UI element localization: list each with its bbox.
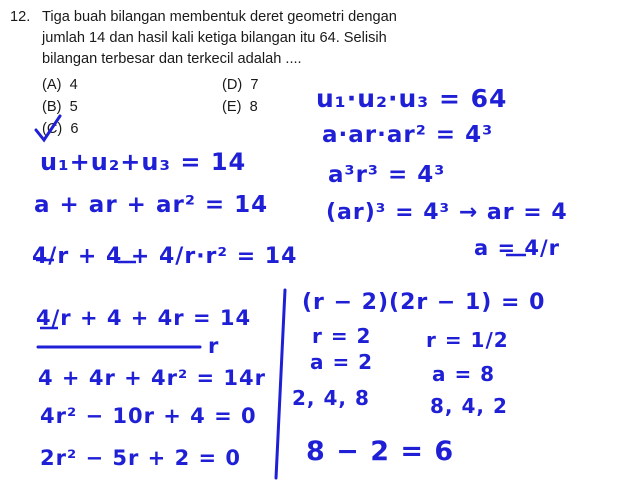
hw-factored: (r − 2)(2r − 1) = 0 xyxy=(302,290,546,315)
hw-simplified: 4/r + 4 + 4r = 14 xyxy=(36,306,252,330)
option-c-label: (C) xyxy=(42,121,63,137)
hw-ar-equals: (ar)³ = 4³ → ar = 4 xyxy=(326,200,568,225)
question-number: 12. xyxy=(10,9,31,25)
hw-a-in-r: a = 4/r xyxy=(474,236,561,260)
divider-line xyxy=(276,290,285,478)
question-line-2: jumlah 14 dan hasil kali ketiga bilangan itu 64. Selisih xyxy=(42,30,387,46)
hw-expanded: 4 + 4r + 4r² = 14r xyxy=(38,366,266,390)
hw-case2-a: a = 8 xyxy=(432,362,496,386)
hw-case1-a: a = 2 xyxy=(310,350,374,374)
hw-case2-seq: 8, 4, 2 xyxy=(430,394,508,418)
hw-sum-terms: u₁+u₂+u₃ = 14 xyxy=(40,148,247,176)
option-d-value: 7 xyxy=(250,77,259,93)
hw-multiply-r: r xyxy=(208,334,220,358)
hw-case1-seq: 2, 4, 8 xyxy=(292,386,370,410)
option-a-label: (A) xyxy=(42,77,62,93)
option-a-value: 4 xyxy=(69,77,78,93)
hw-quadratic: 4r² − 10r + 4 = 0 xyxy=(40,404,257,428)
hw-cubes: a³r³ = 4³ xyxy=(328,162,446,188)
hw-product-terms: u₁·u₂·u₃ = 64 xyxy=(316,84,508,113)
option-d-label: (D) xyxy=(222,77,243,93)
hw-sum-a-r: a + ar + ar² = 14 xyxy=(34,192,269,218)
hw-product-a-r: a·ar·ar² = 4³ xyxy=(322,122,494,148)
option-c-value: 6 xyxy=(70,121,79,137)
hw-case2-r: r = 1/2 xyxy=(426,328,509,352)
hw-substitute: 4/r + 4 + 4/r·r² = 14 xyxy=(32,244,298,269)
question-line-3: bilangan terbesar dan terkecil adalah .... xyxy=(42,51,302,67)
option-b-value: 5 xyxy=(69,99,78,115)
hw-final-answer: 8 − 2 = 6 xyxy=(306,436,455,467)
hw-case1-r: r = 2 xyxy=(312,324,372,348)
option-e-label: (E) xyxy=(222,99,242,115)
option-e-value: 8 xyxy=(249,99,258,115)
option-b-label: (B) xyxy=(42,99,62,115)
answer-check-mark xyxy=(36,116,63,140)
hw-quadratic-reduced: 2r² − 5r + 2 = 0 xyxy=(40,446,242,470)
question-line-1: Tiga buah bilangan membentuk deret geometri dengan xyxy=(42,9,397,25)
